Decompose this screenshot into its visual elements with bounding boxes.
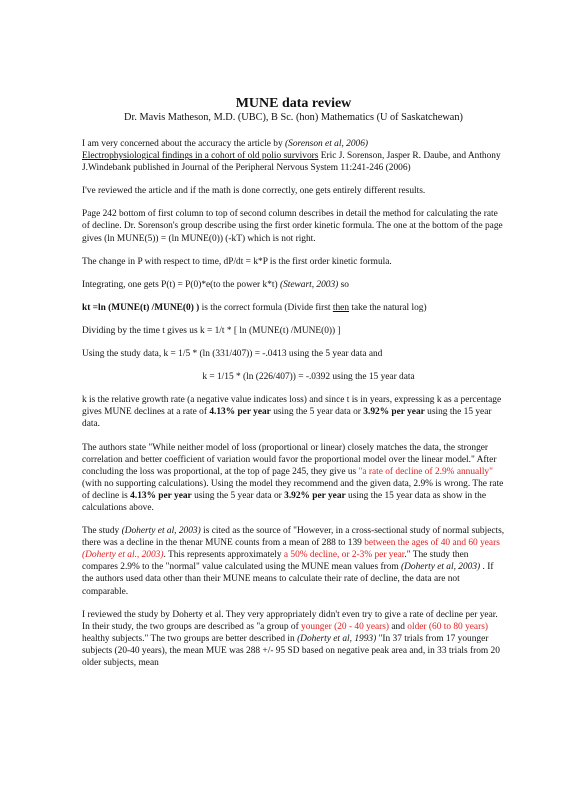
text: healthy subjects." The two groups are better described in: [82, 633, 298, 644]
text: Integrating, one gets P(t) = P(0)*e(to the power k*t): [82, 279, 280, 290]
citation: (Doherty et al, 2003): [121, 526, 201, 537]
text: take the natural log): [349, 302, 427, 313]
highlighted-text: younger (20 - 40 years): [301, 621, 390, 632]
paragraph-9: k = 1/15 * (ln (226/407)) = -.0392 using the 15 year data: [202, 372, 415, 383]
text: I am very concerned about the accuracy the article by: [82, 139, 286, 149]
text: is the correct formula (Divide first: [199, 302, 333, 313]
citation: (Sorenson et al, 2006): [285, 139, 369, 149]
text: is cited as the source of "However, in a cross-sectional study of normal subjects, there was a decline in the thenar MUNE counts from a mean of 288 to 139: [82, 526, 505, 549]
paragraph-12: [82, 525, 505, 598]
text: using the 15 year data as show in the calculations above.: [82, 490, 487, 513]
bold-rate: 3.92% per year: [363, 407, 425, 418]
formula: kt =ln (MUNE(t) /MUNE(0) ): [82, 302, 200, 313]
text: using the 15 year data.: [82, 407, 492, 430]
text: (with no supporting calculations). Using the model they recommend and the given data, 2.9% is wrong. The rate of decline is: [82, 478, 504, 501]
citation: (Doherty et al, 2003): [401, 562, 481, 573]
bold-rate: 4.13% per year: [209, 407, 271, 418]
citation: (Doherty et al, 1993): [297, 633, 377, 644]
paragraph-2: I've reviewed the article and if the math is done correctly, one gets entirely different results.: [82, 186, 426, 197]
author-line: Dr. Mavis Matheson, M.D. (UBC), B Sc. (hon) Mathematics (U of Saskatchewan): [124, 112, 463, 123]
text: k is the relative growth rate (a negative value indicates loss) and since t is in years, expressing k as a percentage gives MUNE declines at a rate of: [82, 395, 502, 418]
text: so: [338, 279, 349, 290]
document-title: MUNE data review: [235, 96, 352, 111]
text: using the 5 year data or: [191, 490, 285, 501]
paragraph-13: [82, 609, 505, 669]
paragraph-11: [82, 442, 505, 515]
paragraph-3: Page 242 bottom of first column to top of second column describes in detail the method for calculating the rate of decline. Dr. Sorenson's group describe using the first order kinetic formula. The one at the bottom of the page gives (ln MUNE(5)) = (ln MUNE(0)) (-kT) which is not right.: [82, 209, 503, 244]
highlighted-quote: "a rate of decline of 2.9% annually": [358, 466, 493, 477]
highlighted-text: between the ages of 40 and 60 years: [364, 538, 500, 549]
text: The authors state "While neither model of loss (proportional or linear) closely matches the data, the stronger correlation and better coefficient of variation would favor the proportional model over the linear model." After concluding the loss was proportional, at the top of page 245, they give us: [82, 442, 497, 477]
paragraph-8: Using the study data, k = 1/5 * (ln (331/407)) = -.0413 using the 5 year data and: [82, 349, 383, 360]
article-title: Electrophysiological findings in a cohort of old polio survivors: [82, 151, 319, 162]
text: Eric J. Sorenson, Jasper R. Daube, and Anthony J.Windebank published in Journal of the Peripheral Nervous System 11:241-246 (2006): [82, 151, 501, 174]
text: The study: [82, 526, 122, 537]
paragraph-10: [82, 394, 505, 430]
underlined-text: then: [332, 302, 350, 313]
text: . If the authors used data other than their MUNE means to calculate their rate of decline, the data are not comparable.: [82, 562, 494, 597]
text: ." The study then compares 2.9% to the "normal" value calculated using the MUNE mean values from: [82, 550, 469, 573]
text: I reviewed the study by Doherty et al. They very appropriately didn't even try to give a rate of decline per year. In their study, the two groups are described as "a group of: [82, 609, 498, 632]
highlighted-text: a 50% decline, or 2-3% per year: [283, 550, 405, 561]
bold-rate: 4.13% per year: [130, 490, 192, 501]
highlighted-text: older (60 to 80 years): [407, 621, 488, 632]
paragraph-7: Dividing by the time t gives us k = 1/t * [ ln (MUNE(t) /MUNE(0)) ]: [82, 325, 341, 336]
paragraph-4: The change in P with respect to time, dP/dt = k*P is the first order kinetic formula.: [82, 256, 392, 267]
text: "In 37 trials from 17 younger subjects (20-40 years), the mean MUE was 288 +/- 95 SD based on negative peak area and, in 33 trials from 20 older subjects, mean: [82, 633, 500, 668]
paragraph-1: [82, 138, 505, 174]
text: using the 5 year data or: [270, 407, 364, 418]
paragraph-6: [82, 302, 505, 314]
citation: (Stewart, 2003): [279, 279, 339, 290]
citation: (Doherty et al., 2003): [82, 550, 164, 561]
bold-rate: 3.92% per year: [284, 490, 346, 501]
text: . This represents approximately: [163, 550, 284, 561]
paragraph-5: [82, 279, 505, 291]
text: and: [389, 621, 408, 632]
